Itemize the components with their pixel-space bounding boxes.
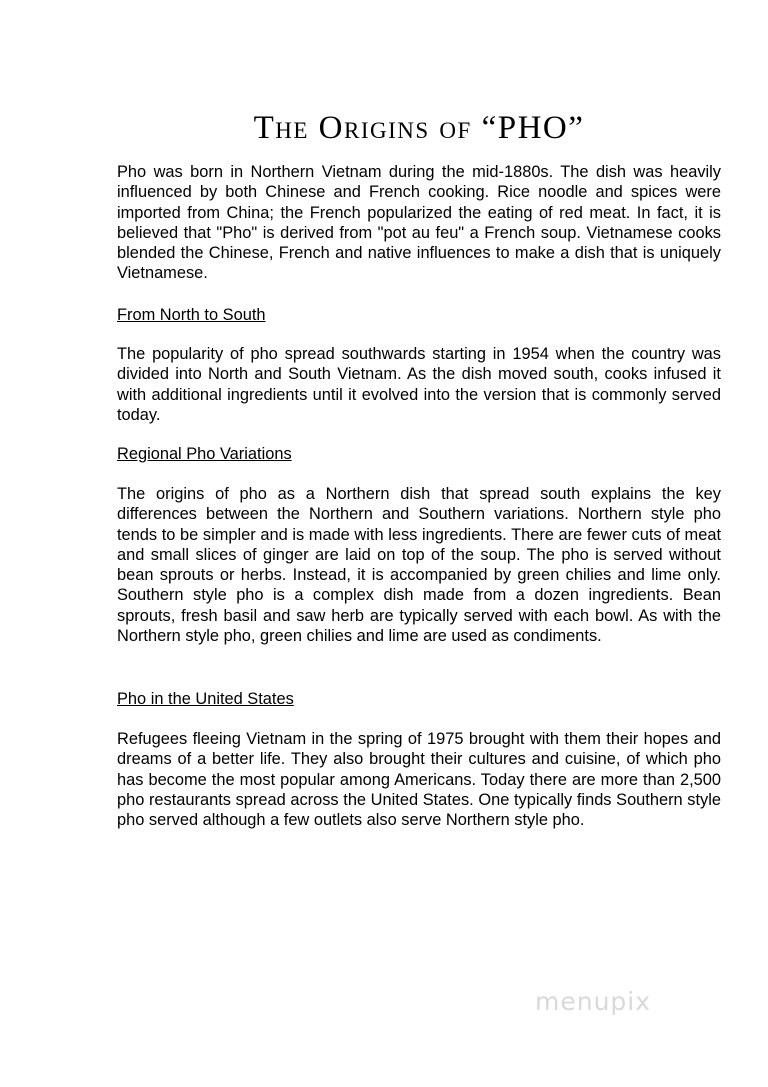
section-body-north-to-south: The popularity of pho spread southwards starting in 1954 when the country was divided into North and South Vietnam. As the dish moved south, cooks infused it with additional ingredients until it evolved into the version that is commonly served today. [117, 345, 721, 424]
intro-paragraph: Pho was born in Northern Vietnam during the mid-1880s. The dish was heavily influenced by both Chinese and French cooking. Rice noodle and spices were imported from China; the French popularized the eating of red meat. In fact, it is believed that "Pho" is derived from "pot au feu" a French soup. Vietnamese cooks blended the Chinese, French and native influences to make a dish that is uniquely Vietnamese. [117, 163, 721, 283]
section-heading-united-states: Pho in the United States [117, 690, 294, 708]
section-body-united-states: Refugees fleeing Vietnam in the spring of 1975 brought with them their hopes and dreams of a better life. They also brought their cultures and cuisine, of which pho has become the most popular among Americans. Today there are more than 2,500 pho restaurants spread across the United States. One typically finds Southern style pho served although a few outlets also serve Northern style pho. [117, 730, 721, 830]
section-heading-north-to-south: From North to South [117, 306, 266, 324]
section-body-regional-variations: The origins of pho as a Northern dish that spread south explains the key differences between the Northern and Southern variations. Northern style pho tends to be simpler and is made with less ingredients. There are fewer cuts of meat and small slices of ginger are laid on top of the soup. The pho is served without bean sprouts or herbs. Instead, it is accompanied by green chilies and lime only. Southern style pho is a complex dish made from a dozen ingredients. Bean sprouts, fresh basil and saw herb are typically served with each bowl. As with the Northern style pho, green chilies and lime are used as condiments. [117, 485, 721, 646]
section-heading-regional-variations: Regional Pho Variations [117, 445, 292, 463]
watermark-logo: menupix [535, 987, 652, 1016]
page-title: The Origins of “PHO” [253, 110, 585, 146]
